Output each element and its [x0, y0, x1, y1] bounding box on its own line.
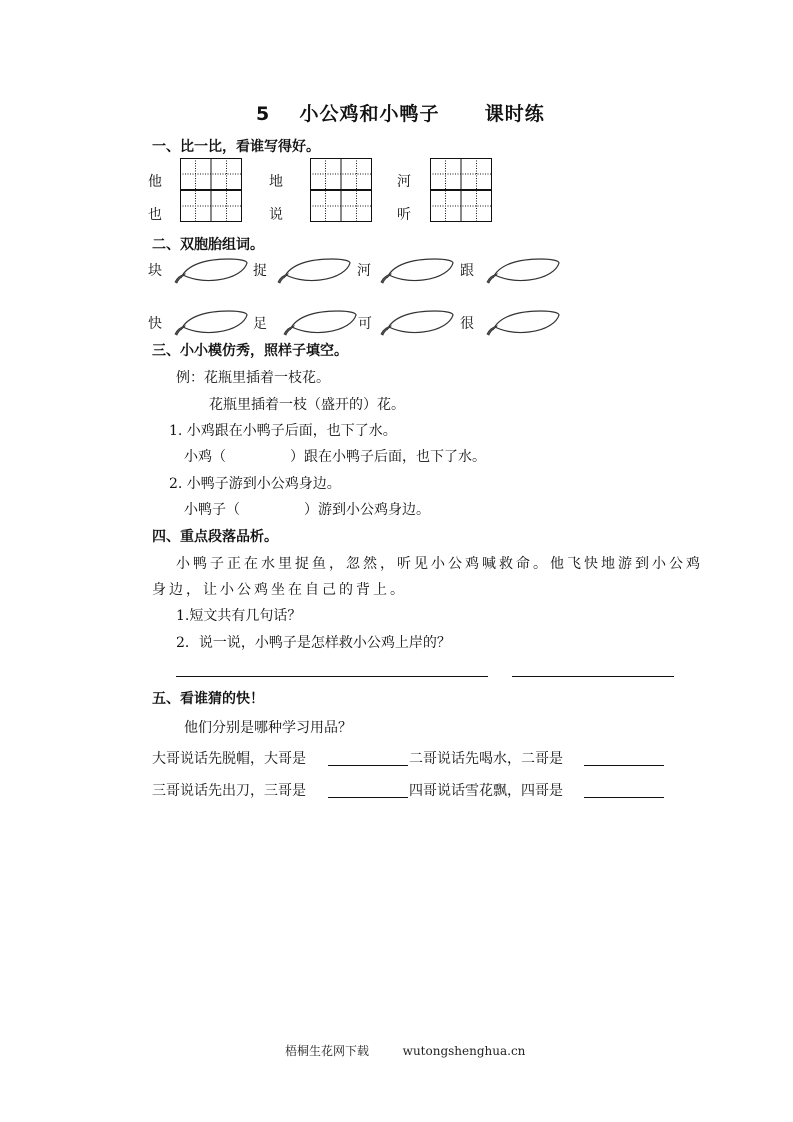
leaf-answer-shape[interactable] [377, 256, 455, 284]
char-label: 跟 [460, 263, 474, 279]
leaf-answer-shape[interactable] [483, 256, 561, 284]
answer-line[interactable] [512, 676, 674, 677]
char-label: 足 [253, 316, 267, 332]
fill-prefix: 小鸭子（ [184, 502, 240, 518]
footer [285, 1042, 525, 1059]
fill-prefix: 小鸡（ [184, 449, 226, 465]
example-sentence: 例：花瓶里插着一枝花。 [176, 370, 330, 386]
riddle-prompt: 他们分别是哪种学习用品？ [184, 720, 352, 736]
char-label: 河 [357, 263, 371, 279]
question-2: 2．说一说，小鸭子是怎样救小公鸡上岸的？ [176, 635, 451, 651]
question-1-fill [184, 446, 486, 466]
char-label: 块 [148, 263, 162, 279]
leaf-answer-shape[interactable] [171, 308, 249, 336]
footer-url[interactable]: wutongshenghua.cn [402, 1044, 526, 1058]
char-label: 捉 [253, 263, 267, 279]
title-suffix: 课时练 [484, 103, 545, 125]
passage-line: 身边，让小公鸡坐在自己的背上。 [152, 582, 407, 598]
leaf-answer-shape[interactable] [377, 308, 455, 336]
page-title [256, 99, 545, 126]
leaf-answer-shape[interactable] [483, 308, 561, 336]
char-label: 听 [397, 207, 411, 223]
writing-grid[interactable] [430, 158, 492, 222]
section2-heading: 二、双胞胎组词。 [152, 237, 264, 253]
char-label: 河 [397, 174, 411, 190]
leaf-answer-shape[interactable] [280, 308, 358, 336]
question-2-fill [184, 499, 430, 519]
question-1: 1. 小鸡跟在小鸭子后面，也下了水。 [169, 423, 397, 439]
riddle-answer-line[interactable] [328, 765, 408, 766]
leaf-answer-shape[interactable] [274, 256, 352, 284]
example-answer: 花瓶里插着一枝（盛开的）花。 [209, 397, 405, 413]
section3-heading: 三、小小模仿秀，照样子填空。 [152, 343, 348, 359]
char-label: 说 [269, 207, 283, 223]
fill-suffix: ）游到小公鸡身边。 [304, 502, 430, 518]
section4-heading: 四、重点段落品析。 [152, 529, 278, 545]
writing-grid[interactable] [310, 158, 372, 222]
char-label: 他 [148, 174, 162, 190]
lesson-name: 小公鸡和小鸭子 [299, 103, 440, 125]
writing-grid[interactable] [180, 158, 242, 222]
char-label: 可 [358, 316, 372, 332]
question-2: 2. 小鸭子游到小公鸡身边。 [169, 476, 341, 492]
leaf-answer-shape[interactable] [171, 256, 249, 284]
riddle-answer-line[interactable] [328, 797, 408, 798]
riddle: 二哥说话先喝水，二哥是 [409, 751, 563, 767]
lesson-number: 5 [256, 103, 271, 125]
section5-heading: 五、看谁猜的快！ [152, 691, 264, 707]
char-label: 很 [460, 316, 474, 332]
riddle-answer-line[interactable] [584, 765, 664, 766]
question-1: 1.短文共有几句话？ [176, 608, 302, 624]
footer-site-name: 梧桐生花网下载 [285, 1044, 370, 1058]
passage-line: 小鸭子正在水里捉鱼，忽然，听见小公鸡喊救命。他飞快地游到小公鸡 [176, 556, 703, 572]
answer-line[interactable] [176, 676, 488, 677]
fill-suffix: ）跟在小鸭子后面，也下了水。 [290, 449, 486, 465]
char-label: 地 [269, 174, 283, 190]
char-label: 快 [148, 316, 162, 332]
riddle: 四哥说话雪花飘，四哥是 [409, 783, 563, 799]
char-label: 也 [148, 207, 162, 223]
riddle: 大哥说话先脱帽，大哥是 [152, 751, 306, 767]
riddle-answer-line[interactable] [584, 797, 664, 798]
riddle: 三哥说话先出刀，三哥是 [152, 783, 306, 799]
section1-heading: 一、比一比，看谁写得好。 [152, 139, 320, 155]
